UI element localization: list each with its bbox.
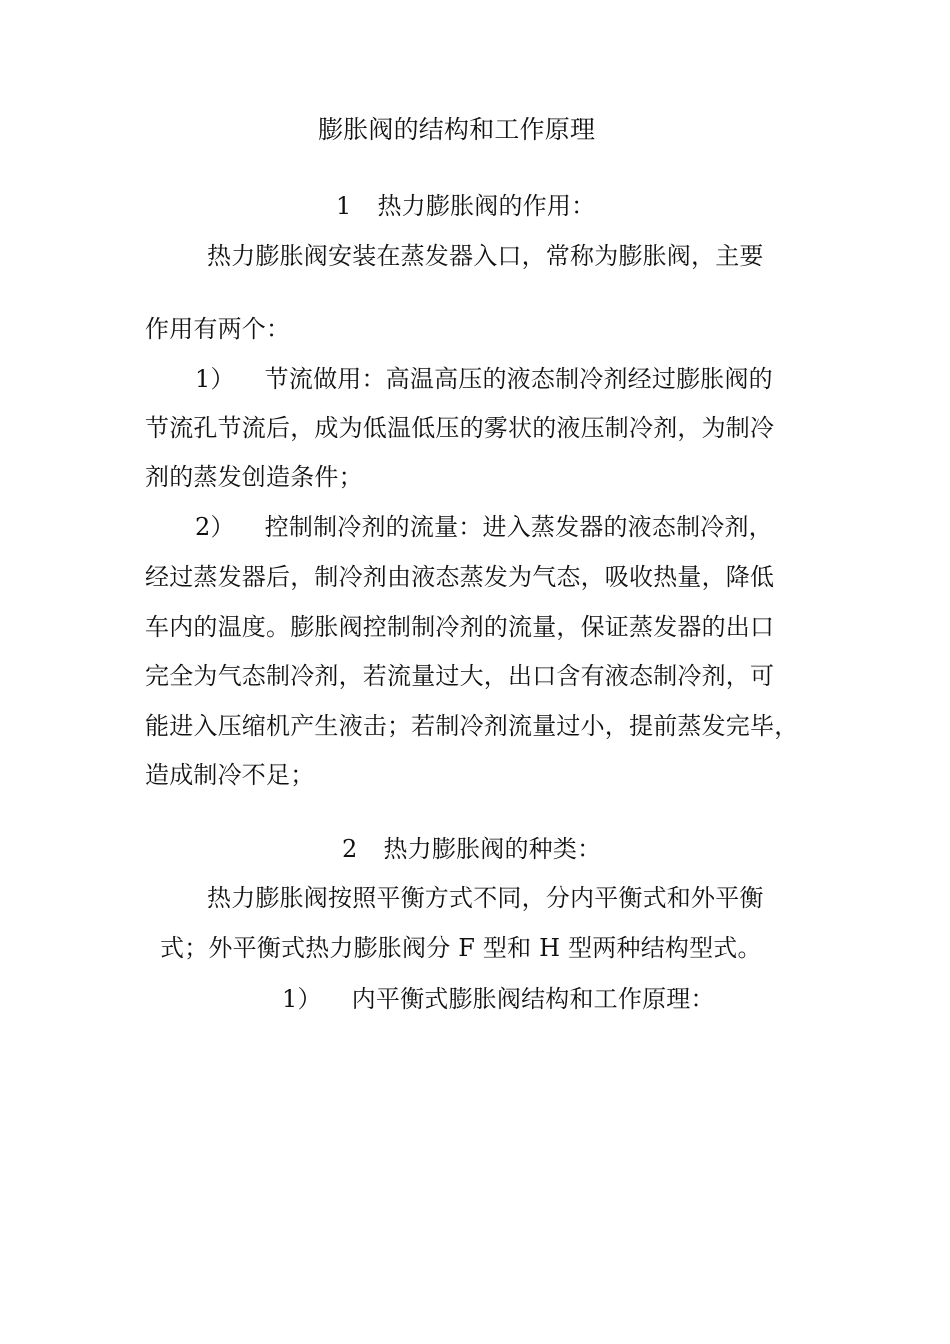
- section-1-item-1-text: 节流做用：高温高压的液态制冷剂经过膨胀阀的: [264, 365, 773, 393]
- section-1-item-2-line-6: 造成制冷不足；: [145, 761, 315, 789]
- section-1-item-2-line-4: 完全为气态制冷剂，若流量过大，出口含有液态制冷剂，可: [145, 662, 775, 690]
- section-2-item-1: [282, 984, 715, 1014]
- section-1-item-2-number: 2）: [195, 513, 235, 541]
- section-2-title: 热力膨胀阀的种类：: [383, 835, 602, 863]
- section-2-item-1-number: 1）: [282, 985, 322, 1013]
- section-1-item-1-line-2: 节流孔节流后，成为低温低压的雾状的液压制冷剂，为制冷: [145, 414, 775, 442]
- section-1-intro-line-1: 热力膨胀阀安装在蒸发器入口，常称为膨胀阀，主要: [207, 242, 764, 270]
- section-1-item-2-line-1: [195, 512, 773, 542]
- section-1-heading: [336, 191, 595, 221]
- section-2-item-1-text: 内平衡式膨胀阀结构和工作原理：: [351, 985, 715, 1013]
- section-1-number: 1: [336, 192, 352, 220]
- section-1-item-1-number: 1）: [195, 365, 235, 393]
- section-1-item-2-line-3: 车内的温度。膨胀阀控制制冷剂的流量，保证蒸发器的出口: [145, 613, 775, 641]
- section-2-heading: [342, 834, 601, 864]
- section-1-item-2-line-5: 能进入压缩机产生液击；若制冷剂流量过小，提前蒸发完毕，: [145, 712, 799, 740]
- section-2-number: 2: [342, 835, 358, 863]
- document-title: 膨胀阀的结构和工作原理: [318, 115, 596, 144]
- section-1-item-2-text: 控制制冷剂的流量：进入蒸发器的液态制冷剂，: [264, 513, 773, 541]
- section-1-title: 热力膨胀阀的作用：: [377, 192, 596, 220]
- section-2-intro-line-2: 式；外平衡式热力膨胀阀分 F 型和 H 型两种结构型式。: [160, 934, 762, 962]
- section-1-item-1-line-1: [195, 364, 773, 394]
- section-1-item-1-line-3: 剂的蒸发创造条件；: [145, 463, 363, 491]
- section-1-item-2-line-2: 经过蒸发器后，制冷剂由液态蒸发为气态，吸收热量，降低: [145, 563, 775, 591]
- section-1-intro-line-2: 作用有两个：: [145, 315, 291, 343]
- section-2-intro-line-1: 热力膨胀阀按照平衡方式不同，分内平衡式和外平衡: [207, 884, 764, 912]
